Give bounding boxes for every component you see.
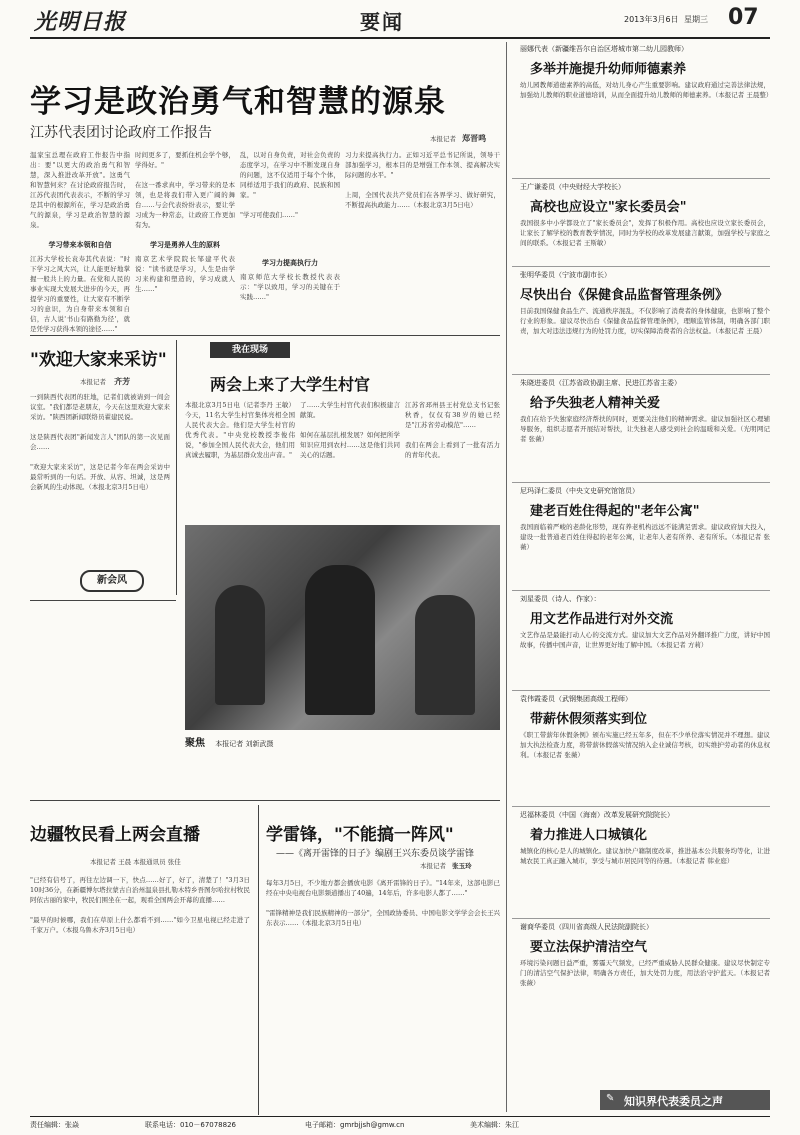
sidebar-body: 环境污染问题日益严重，雾霾天气频发，已经严重威胁人民群众健康。建议尽快制定专门的清洁空气保护法律，明确各方责任，加大处罚力度，用法治守护蓝天。（本报记者 张薇） — [520, 959, 773, 987]
sidebar-body: 城镇化的核心是人的城镇化。建议加快户籍制度改革，推进基本公共服务均等化，让进城农民工真正融入城市，享受与城市居民同等的待遇。（本报记者 韩业庭） — [520, 847, 770, 865]
sidebar-banner-icon: ✎ — [606, 1093, 615, 1104]
leifeng-byline — [420, 862, 472, 871]
sidebar-title: 要立法保护清洁空气 — [530, 940, 648, 955]
welcome-body: 一到陕西代表团的驻地，记者们就被请到一间会议室。"我们都是老朋友，今天在这里欢迎大家来采访。"陕西团新闻联络员翟建民说。 这是陕西代表团"新闻发言人"团队的第一次见面会…… "欢迎大家来采访"，这是记者今年在两会采访中最常听到的一句话。开放、从容、坦诚，这是两会新风的生动体现。（本报北京3月5日电） — [30, 393, 170, 491]
lead-subtitle: 江苏代表团讨论政府工作报告 — [30, 125, 212, 141]
leifeng-subtitle: ——《离开雷锋的日子》编剧王兴东委员谈学雷锋 — [276, 849, 475, 859]
lead-col4: 习力来提高执行力。正如习近平总书记所说，领导干部加强学习，根本目的是增强工作本领、提高解决实际问题的水平。" 上周，全国代表共产党员们在各界学习、做好研究，不断提高执政能力……（本报北京3月5日电） — [345, 151, 500, 209]
masthead — [0, 0, 800, 40]
sidebar-item-5 — [512, 594, 772, 684]
sidebar-item-2 — [512, 270, 772, 370]
village-body2: 了……大学生村官代表们积极建言献策。 如何在基层扎根发展？如何把所学知识应用到农村……这是他们共同关心的话题。 — [300, 401, 400, 459]
lead-byline-label: 本报记者 — [430, 135, 456, 143]
sidebar-body: 幼儿园教师道德素养的高低，对幼儿身心产生重要影响。建议政府通过完善法律法规，加强幼儿教师的职业道德培训，从而全面提升幼儿教师的师德素养。（本报记者 王晨整） — [520, 81, 773, 99]
sidebar-rule-6 — [512, 806, 770, 807]
scene-tab: 我在现场 — [210, 342, 290, 358]
sidebar-rule-4 — [512, 590, 770, 591]
new-style-badge: 新会风 — [80, 570, 144, 592]
lead-col3b: 南京师范大学校长教授代表表示："学以致用，学习的关键在于实践……" — [240, 273, 340, 301]
border-headline: 边疆牧民看上两会直播 — [30, 825, 200, 845]
mid-rule — [30, 600, 176, 601]
sidebar-title: 高校也应设立"家长委员会" — [530, 200, 687, 215]
sidebar-item-8 — [512, 922, 772, 1032]
sidebar-rule-2 — [512, 374, 770, 375]
footer-email: 电子邮箱：gmrbjjsh@gmw.cn — [305, 1121, 405, 1129]
lead-col3-subhead: 学习力提高执行力 — [262, 258, 318, 267]
footer-editor: 责任编辑：张焱 — [30, 1121, 79, 1129]
issue-date: 2013年3月6日 — [624, 15, 679, 24]
sidebar-divider — [506, 42, 507, 1112]
divider-welcome — [176, 340, 177, 595]
border-body: "已经有信号了，再往左边调一下，快点……好了，好了，清楚了！"3月3日10时36分，在新疆博尔塔拉蒙古自治州温泉县扎勒木特乡吾图尔哈拉村牧民阿依古丽的家中，牧民们围坐在一起，观看全国两会开幕的直播…… "最早的时候哪，我们在草原上什么都看不到……"如今卫星电视已经走进了千家万户。（本报乌鲁木齐3月5日电） — [30, 876, 250, 934]
sidebar-title: 建老百姓住得起的"老年公寓" — [530, 504, 700, 519]
sidebar-item-3 — [512, 378, 772, 478]
leifeng-reporter: 张玉玲 — [452, 862, 472, 870]
welcome-byline-label: 本报记者 — [80, 378, 106, 386]
sidebar-rule-3 — [512, 482, 770, 483]
news-photo — [185, 525, 500, 730]
sidebar-label: 丽娜代表（新疆维吾尔自治区塔城市第二幼儿园教师） — [520, 45, 688, 53]
sidebar-rule-7 — [512, 918, 770, 919]
village-body3: 江苏省邳州县王村党总支书记张秋香，仅仅有38岁的她已经是"江苏省劳动模范"…… 我们在两会上看到了一批有活力的青年代表。 — [405, 401, 500, 459]
sidebar-label: 王广谦委员（中央财经大学校长） — [520, 183, 625, 191]
welcome-headline: "欢迎大家来采访" — [30, 350, 167, 370]
border-byline: 本报记者 王晨 本报通讯员 张佳 — [90, 858, 181, 866]
sidebar-label: 刘星委员（诗人、作家）： — [520, 595, 601, 603]
sidebar-title: 带薪休假须落实到位 — [530, 712, 648, 727]
sidebar-title: 尽快出台《保健食品监督管理条例》 — [520, 288, 729, 303]
sidebar-label: 尼玛泽仁委员（中央文史研究馆馆员） — [520, 487, 639, 495]
sidebar-item-4 — [512, 486, 772, 586]
footer-phone: 联系电话：010－67078826 — [145, 1121, 236, 1129]
lead-col2: 时间更多了，要抓住机会学个够，学得好。" 在这一番求真中，学习带来的是本领，也是将我们带入更广阔的舞台……与会代表纷纷表示，要让学习成为一种常态，让政府工作更加有为。 — [135, 151, 235, 229]
sidebar-title: 给予失独老人精神关爱 — [530, 396, 661, 411]
sidebar-body: 我国很多中小学都设立了"家长委员会"，发挥了积极作用。高校也应设立家长委员会，让家长了解学校的教育教学情况，同时为学校的改革发展建言献策，加强学校与家庭之间的联系。（本报记者 王斯敏） — [520, 219, 770, 247]
footer-art-editor: 美术编辑：朱江 — [470, 1121, 519, 1129]
village-headline: 两会上来了大学生村官 — [210, 375, 371, 394]
photo-caption — [185, 734, 500, 749]
sidebar-body: 我国面临着严峻的老龄化形势，现有养老机构远远不能满足需求。建议政府加大投入，建设一批普通老百姓住得起的老年公寓，让老年人老有所养、老有所乐。（本报记者 张薇） — [520, 523, 770, 551]
lead-col2b: 南京艺术学院院长邹建平代表说："读书就是学习，人生是由学习来构建和塑造的，学习成就人生……" — [135, 255, 235, 293]
footer-rule — [30, 1116, 770, 1117]
sidebar-label: 谢商华委员（四川省高级人民法院副院长） — [520, 923, 653, 931]
lower-rule — [30, 800, 500, 801]
photo-credit: 本报记者 刘新武摄 — [215, 740, 274, 748]
photo-figure-center — [305, 565, 375, 715]
sidebar-body: 我们在给予失独家庭经济帮扶的同时，更要关注他们的精神需求。建议加强社区心理辅导服务，组织志愿者开展结对帮扶，让失独老人感受到社会的温暖和关爱。（光明网记者 张薇） — [520, 415, 770, 443]
lead-headline: 学习是政治勇气和智慧的源泉 — [30, 84, 446, 120]
page-number: 07 — [728, 5, 759, 30]
sidebar-label: 张明华委员（宁波市副市长） — [520, 271, 611, 279]
photo-figure-left — [215, 585, 265, 705]
sidebar-banner-text: 知识界代表委员之声 — [624, 1095, 723, 1108]
photo-figure-right — [415, 595, 475, 715]
sidebar-item-1 — [512, 182, 772, 262]
section-title: 要闻 — [360, 10, 404, 34]
sidebar-body: 目前我国保健食品生产、流通秩序混乱，不仅影响了消费者的身体健康，也影响了整个行业的形象。建议尽快出台《保健食品监督管理条例》，理顺监管体制，明确各部门职责，加大对违法违规行为的处罚力度，切实保障消费者的合法权益。（本报记者 王晨） — [520, 307, 770, 335]
sidebar-title: 用文艺作品进行对外交流 — [530, 612, 674, 627]
sidebar-label: 朱晓进委员（江苏省政协副主席、民进江苏省主委） — [520, 379, 681, 387]
sidebar-title: 着力推进人口城镇化 — [530, 828, 648, 843]
sidebar-item-7 — [512, 810, 772, 900]
lead-col3: 乱，以对自身负责，对社会负责的态度学习，在学习中不断发现自身的问题，这不仅适用于每个个体，同样适用于我们的政府、民族和国家。" "学习可使我们……" — [240, 151, 340, 219]
header-rule — [30, 37, 770, 39]
sidebar-rule-5 — [512, 690, 770, 691]
issue-weekday: 星期三 — [684, 15, 708, 24]
welcome-byline — [80, 377, 130, 387]
leifeng-headline: 学雷锋，"不能搞一阵风" — [266, 825, 454, 845]
leifeng-byline-label: 本报记者 — [420, 862, 446, 870]
sidebar-label: 袁伟霞委员（武钢集团高级工程师） — [520, 695, 632, 703]
sidebar-rule-1 — [512, 266, 770, 267]
newspaper-logo: 光明日报 — [34, 9, 127, 35]
welcome-reporter: 齐芳 — [114, 376, 131, 386]
sidebar-title: 多举并施提升幼师师德素养 — [530, 62, 687, 77]
sidebar-item-0 — [512, 44, 772, 174]
sidebar-item-6 — [512, 694, 772, 784]
sidebar-body: 文艺作品是最能打动人心的交流方式。建议加大文艺作品对外翻译推广力度，讲好中国故事，传播中国声音，让世界更好地了解中国。（本报记者 方莉） — [520, 631, 770, 649]
lead-reporter: 郑晋鸣 — [462, 133, 487, 143]
lead-col1: 温家宝总理在政府工作报告中指出：要"以更大的政治勇气和智慧，深入推进改革开放"。这勇气和智慧何来？在讨论政府报告时，江苏代表团代表表示，不断的学习是其中的根源所在，学习是政治勇气的源泉，学习是政治智慧的源泉。 — [30, 151, 130, 229]
lead-col1b: 江苏大学校长袁寿其代表说："时下学习之风大兴，让人能更好地掌握一般共上的力量。在党和人民的事业实现大发展大进步的今天，再提学习的重要性，让大家有不断学习的意识，为自身带来本领和自信，古人说'书山有路勤为径'，就是凭学习获得本领的途径……" — [30, 255, 130, 333]
sidebar-rule-0 — [512, 178, 770, 179]
sidebar-body: 《职工带薪年休假条例》颁布实施已经五年多，但在不少单位落实情况并不理想。建议加大执法检查力度，将带薪休假落实情况纳入企业诚信考核，切实维护劳动者的休息权利。（本报记者 张薇） — [520, 731, 770, 759]
lead-bottom-rule — [30, 335, 500, 336]
lead-byline — [430, 134, 486, 144]
village-body1: 本报北京3月5日电（记者李丹 王敏）今天，11名大学生村官集体亮相全国人民代表大会。他们是大学生村官的优秀代表。"中央党校教授李俊伟说，"参加全国人民代表大会，他们用真诚去履职，为基层群众发出声音。" — [185, 401, 295, 459]
footer-bar — [30, 1120, 770, 1132]
lead-col2-subhead: 学习是勇养人生的原料 — [150, 240, 220, 249]
lead-col1-subhead: 学习带来本领和自信 — [48, 240, 112, 249]
sidebar-banner — [600, 1090, 770, 1110]
photo-caption-title: 聚焦 — [185, 738, 205, 749]
sidebar-label: 迟福林委员（中国（海南）改革发展研究院院长） — [520, 811, 674, 819]
divider-lower — [258, 805, 259, 1115]
leifeng-body: 每年3月5日，不少地方都会播放电影《离开雷锋的日子》。"14年来，这部电影已经在中央电视台电影频道播出了40遍，14年后，许多电影人都了……" "雷锋精神是我们民族精神的一部分"，全国政协委员、中国电影文学学会会长王兴东表示……（本报北京3月5日电） — [266, 879, 500, 927]
